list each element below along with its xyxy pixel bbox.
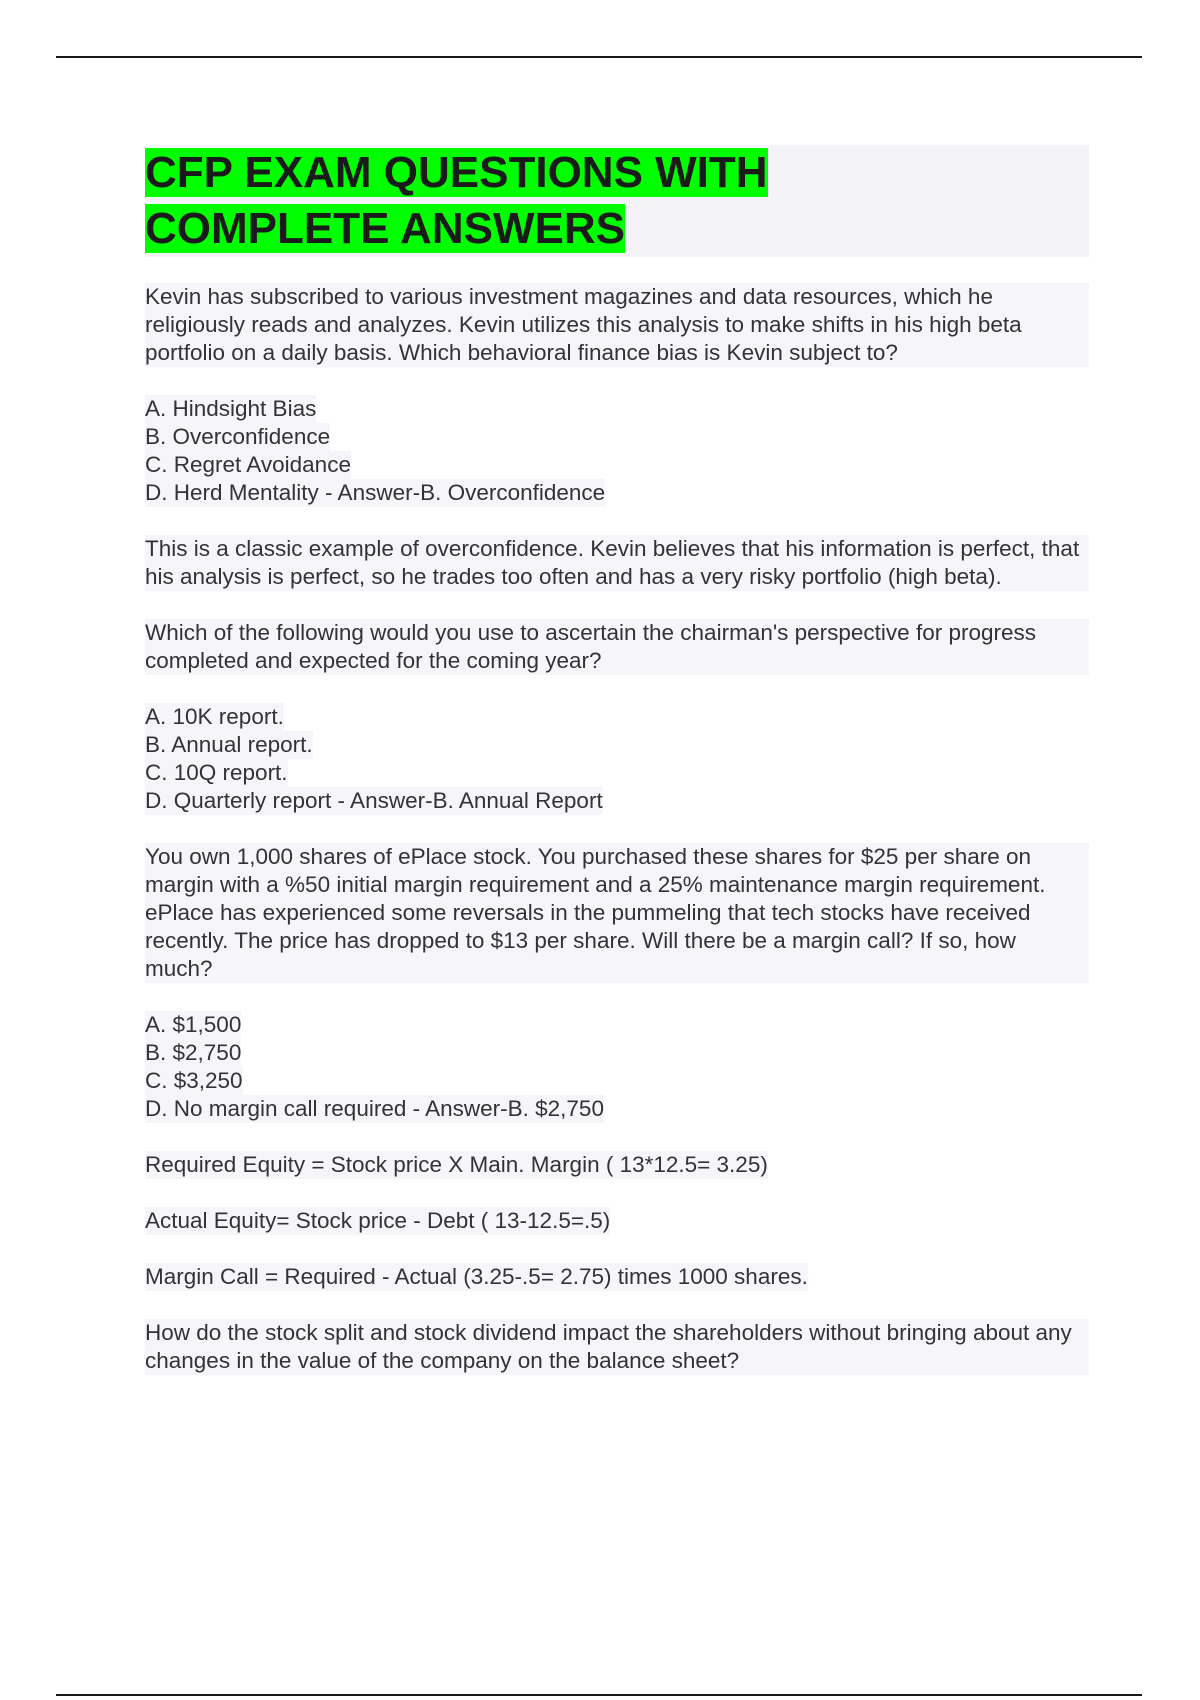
page-title	[145, 145, 1089, 257]
option-answer: D. Herd Mentality - Answer-B. Overconfidence	[145, 480, 606, 505]
question-3-explanation-2: Actual Equity= Stock price - Debt ( 13-12.5=.5)	[145, 1208, 611, 1233]
bottom-rule	[56, 1694, 1142, 1696]
question-4: How do the stock split and stock dividend impact the shareholders without bringing about any changes in the value of the company on the balance sheet?	[145, 1319, 1089, 1375]
question-1-options	[145, 395, 1089, 507]
option-answer: D. Quarterly report - Answer-B. Annual Report	[145, 788, 603, 813]
question-3-explanation-3: Margin Call = Required - Actual (3.25-.5= 2.75) times 1000 shares.	[145, 1264, 808, 1289]
option-answer: D. No margin call required - Answer-B. $2,750	[145, 1096, 604, 1121]
question-2-options	[145, 703, 1089, 815]
option: A. $1,500	[145, 1012, 242, 1037]
question-1-explanation: This is a classic example of overconfidence. Kevin believes that his information is perfect, that his analysis is perfect, so he trades too often and has a very risky portfolio (high beta).	[145, 535, 1089, 591]
question-3-options	[145, 1011, 1089, 1123]
option: C. 10Q report.	[145, 760, 288, 785]
option: A. 10K report.	[145, 704, 284, 729]
question-1: Kevin has subscribed to various investment magazines and data resources, which he religiously reads and analyzes. Kevin utilizes this analysis to make shifts in his high beta portfolio on a daily basis. Which behavioral finance bias is Kevin subject to?	[145, 283, 1089, 367]
top-rule	[56, 56, 1142, 58]
question-3: You own 1,000 shares of ePlace stock. You purchased these shares for $25 per share on margin with a %50 initial margin requirement and a 25% maintenance margin requirement. ePlace has experienced some reversals in the pummeling that tech stocks have received recently. The price has dropped to $13 per share. Will there be a margin call? If so, how much?	[145, 843, 1089, 983]
option: C. $3,250	[145, 1068, 243, 1093]
option: B. Overconfidence	[145, 424, 331, 449]
title-block	[145, 145, 1089, 257]
question-3-explanation-1: Required Equity = Stock price X Main. Margin ( 13*12.5= 3.25)	[145, 1152, 768, 1177]
option: B. Annual report.	[145, 732, 313, 757]
title-line-2: COMPLETE ANSWERS	[145, 204, 625, 253]
option: B. $2,750	[145, 1040, 242, 1065]
option: A. Hindsight Bias	[145, 396, 317, 421]
document-body	[145, 145, 1089, 1403]
question-2: Which of the following would you use to ascertain the chairman's perspective for progress completed and expected for the coming year?	[145, 619, 1089, 675]
option: C. Regret Avoidance	[145, 452, 351, 477]
title-line-1: CFP EXAM QUESTIONS WITH	[145, 148, 768, 197]
